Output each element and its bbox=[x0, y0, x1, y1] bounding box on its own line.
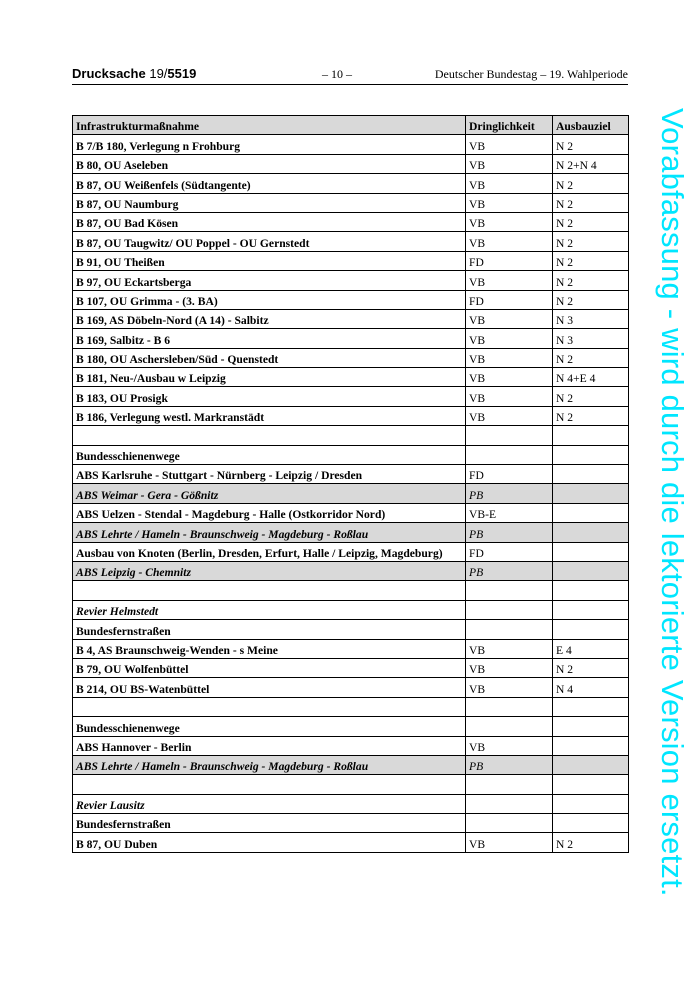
urgency-cell: VB bbox=[466, 309, 553, 328]
urgency-cell bbox=[466, 794, 553, 813]
urgency-cell: VB bbox=[466, 232, 553, 251]
target-cell bbox=[553, 445, 629, 464]
target-cell bbox=[553, 542, 629, 561]
measure-cell: Revier Helmstedt bbox=[73, 600, 466, 619]
urgency-cell bbox=[466, 445, 553, 464]
measure-cell: B 107, OU Grimma - (3. BA) bbox=[73, 290, 466, 309]
table-row bbox=[73, 212, 629, 231]
target-cell bbox=[553, 755, 629, 774]
measure-cell: B 214, OU BS-Watenbüttel bbox=[73, 678, 466, 697]
urgency-cell: VB bbox=[466, 329, 553, 348]
table-row bbox=[73, 600, 629, 619]
target-cell bbox=[553, 503, 629, 522]
table-row bbox=[73, 329, 629, 348]
measure-cell: B 7/B 180, Verlegung n Frohburg bbox=[73, 135, 466, 154]
urgency-cell: VB bbox=[466, 368, 553, 387]
urgency-cell bbox=[466, 426, 553, 445]
measure-cell: Bundesschienenwege bbox=[73, 445, 466, 464]
target-cell: N 4+E 4 bbox=[553, 368, 629, 387]
urgency-cell bbox=[466, 620, 553, 639]
urgency-cell: FD bbox=[466, 251, 553, 270]
measure-cell: B 79, OU Wolfenbüttel bbox=[73, 658, 466, 677]
publisher-line: Deutscher Bundestag – 19. Wahlperiode bbox=[434, 67, 628, 81]
measure-cell: B 180, OU Aschersleben/Süd - Quenstedt bbox=[73, 348, 466, 367]
draft-watermark: Vorabfassung - wird durch die lektorierte Version ersetzt. bbox=[655, 108, 690, 897]
urgency-cell: VB bbox=[466, 154, 553, 173]
target-cell bbox=[553, 561, 629, 580]
table-row bbox=[73, 503, 629, 522]
measure-cell: ABS Weimar - Gera - Gößnitz bbox=[73, 484, 466, 503]
target-cell bbox=[553, 620, 629, 639]
urgency-cell: VB bbox=[466, 348, 553, 367]
urgency-cell: VB bbox=[466, 678, 553, 697]
target-cell: N 2 bbox=[553, 174, 629, 193]
measure-cell: ABS Uelzen - Stendal - Magdeburg - Halle (Ostkorridor Nord) bbox=[73, 503, 466, 522]
target-cell bbox=[553, 736, 629, 755]
measure-cell: B 87, OU Duben bbox=[73, 833, 466, 852]
table-row bbox=[73, 755, 629, 774]
measure-cell: B 183, OU Prosigk bbox=[73, 387, 466, 406]
table-row bbox=[73, 736, 629, 755]
table-row bbox=[73, 174, 629, 193]
page-header bbox=[72, 66, 628, 84]
urgency-cell: VB bbox=[466, 387, 553, 406]
target-cell: N 2 bbox=[553, 658, 629, 677]
urgency-cell: VB-E bbox=[466, 503, 553, 522]
target-cell: N 2 bbox=[553, 193, 629, 212]
table-row bbox=[73, 620, 629, 639]
table-row bbox=[73, 387, 629, 406]
measure-cell: ABS Karlsruhe - Stuttgart - Nürnberg - Leipzig / Dresden bbox=[73, 465, 466, 484]
target-cell bbox=[553, 717, 629, 736]
table-row bbox=[73, 639, 629, 658]
target-cell: N 2 bbox=[553, 212, 629, 231]
measure-cell: Revier Lausitz bbox=[73, 794, 466, 813]
measure-cell: B 87, OU Naumburg bbox=[73, 193, 466, 212]
urgency-cell: PB bbox=[466, 484, 553, 503]
urgency-cell: VB bbox=[466, 193, 553, 212]
urgency-cell: VB bbox=[466, 271, 553, 290]
page-number: – 10 – bbox=[322, 67, 352, 81]
target-cell: N 2 bbox=[553, 135, 629, 154]
measure-cell: B 97, OU Eckartsberga bbox=[73, 271, 466, 290]
table-row bbox=[73, 833, 629, 852]
measure-cell: B 87, OU Taugwitz/ OU Poppel - OU Gernstedt bbox=[73, 232, 466, 251]
measure-cell bbox=[73, 581, 466, 600]
col-header-target: Ausbauziel bbox=[553, 116, 629, 135]
table-row bbox=[73, 717, 629, 736]
urgency-cell: VB bbox=[466, 174, 553, 193]
drucksache-label: Drucksache 19/5519 bbox=[72, 66, 197, 81]
measure-cell: Bundesschienenwege bbox=[73, 717, 466, 736]
table-row bbox=[73, 775, 629, 794]
table-row bbox=[73, 426, 629, 445]
infrastructure-table bbox=[72, 115, 629, 853]
measure-cell: B 186, Verlegung westl. Markranstädt bbox=[73, 406, 466, 425]
urgency-cell: VB bbox=[466, 658, 553, 677]
urgency-cell: FD bbox=[466, 290, 553, 309]
table-row bbox=[73, 484, 629, 503]
urgency-cell: VB bbox=[466, 639, 553, 658]
table-row bbox=[73, 542, 629, 561]
target-cell bbox=[553, 581, 629, 600]
urgency-cell: PB bbox=[466, 755, 553, 774]
table-row bbox=[73, 658, 629, 677]
urgency-cell bbox=[466, 600, 553, 619]
table-row bbox=[73, 348, 629, 367]
table-row bbox=[73, 445, 629, 464]
table-row bbox=[73, 814, 629, 833]
measure-cell: B 87, OU Weißenfels (Südtangente) bbox=[73, 174, 466, 193]
urgency-cell: VB bbox=[466, 135, 553, 154]
table-row bbox=[73, 290, 629, 309]
table-row bbox=[73, 581, 629, 600]
urgency-cell bbox=[466, 697, 553, 716]
measure-cell bbox=[73, 775, 466, 794]
urgency-cell: VB bbox=[466, 212, 553, 231]
target-cell bbox=[553, 775, 629, 794]
table-row bbox=[73, 271, 629, 290]
measure-cell: ABS Leipzig - Chemnitz bbox=[73, 561, 466, 580]
target-cell: N 2 bbox=[553, 232, 629, 251]
table-header-row bbox=[73, 116, 629, 135]
target-cell: N 2 bbox=[553, 271, 629, 290]
measure-cell: B 169, AS Döbeln-Nord (A 14) - Salbitz bbox=[73, 309, 466, 328]
measure-cell: B 91, OU Theißen bbox=[73, 251, 466, 270]
target-cell bbox=[553, 600, 629, 619]
target-cell: N 3 bbox=[553, 309, 629, 328]
urgency-cell: PB bbox=[466, 561, 553, 580]
table-row bbox=[73, 794, 629, 813]
urgency-cell: FD bbox=[466, 465, 553, 484]
target-cell: N 3 bbox=[553, 329, 629, 348]
header-rule bbox=[72, 84, 628, 85]
urgency-cell bbox=[466, 814, 553, 833]
measure-cell: Bundesfernstraßen bbox=[73, 620, 466, 639]
urgency-cell: VB bbox=[466, 736, 553, 755]
target-cell: N 2 bbox=[553, 833, 629, 852]
measure-cell: ABS Lehrte / Hameln - Braunschweig - Magdeburg - Roßlau bbox=[73, 755, 466, 774]
target-cell: N 4 bbox=[553, 678, 629, 697]
target-cell bbox=[553, 814, 629, 833]
col-header-measure: Infrastrukturmaßnahme bbox=[73, 116, 466, 135]
measure-cell: ABS Hannover - Berlin bbox=[73, 736, 466, 755]
table-row bbox=[73, 678, 629, 697]
measure-cell: Bundesfernstraßen bbox=[73, 814, 466, 833]
target-cell: N 2 bbox=[553, 251, 629, 270]
table-row bbox=[73, 697, 629, 716]
urgency-cell: VB bbox=[466, 406, 553, 425]
measure-cell: Ausbau von Knoten (Berlin, Dresden, Erfurt, Halle / Leipzig, Magdeburg) bbox=[73, 542, 466, 561]
table-row bbox=[73, 406, 629, 425]
table-row bbox=[73, 309, 629, 328]
measure-cell bbox=[73, 697, 466, 716]
table-row bbox=[73, 465, 629, 484]
urgency-cell bbox=[466, 775, 553, 794]
measure-cell: B 87, OU Bad Kösen bbox=[73, 212, 466, 231]
table-row bbox=[73, 135, 629, 154]
urgency-cell: PB bbox=[466, 523, 553, 542]
target-cell bbox=[553, 523, 629, 542]
urgency-cell: FD bbox=[466, 542, 553, 561]
table-row bbox=[73, 368, 629, 387]
measure-cell: B 80, OU Aseleben bbox=[73, 154, 466, 173]
table-row bbox=[73, 193, 629, 212]
urgency-cell bbox=[466, 581, 553, 600]
target-cell: N 2 bbox=[553, 348, 629, 367]
col-header-urgency: Dringlichkeit bbox=[466, 116, 553, 135]
target-cell: E 4 bbox=[553, 639, 629, 658]
measure-cell: ABS Lehrte / Hameln - Braunschweig - Magdeburg - Roßlau bbox=[73, 523, 466, 542]
target-cell: N 2+N 4 bbox=[553, 154, 629, 173]
measure-cell: B 4, AS Braunschweig-Wenden - s Meine bbox=[73, 639, 466, 658]
table-row bbox=[73, 251, 629, 270]
target-cell bbox=[553, 465, 629, 484]
target-cell bbox=[553, 426, 629, 445]
target-cell bbox=[553, 697, 629, 716]
table-row bbox=[73, 523, 629, 542]
measure-cell bbox=[73, 426, 466, 445]
target-cell: N 2 bbox=[553, 406, 629, 425]
target-cell: N 2 bbox=[553, 290, 629, 309]
target-cell bbox=[553, 484, 629, 503]
measure-cell: B 169, Salbitz - B 6 bbox=[73, 329, 466, 348]
table-row bbox=[73, 154, 629, 173]
table-row bbox=[73, 561, 629, 580]
table-row bbox=[73, 232, 629, 251]
measure-cell: B 181, Neu-/Ausbau w Leipzig bbox=[73, 368, 466, 387]
target-cell: N 2 bbox=[553, 387, 629, 406]
urgency-cell: VB bbox=[466, 833, 553, 852]
urgency-cell bbox=[466, 717, 553, 736]
target-cell bbox=[553, 794, 629, 813]
